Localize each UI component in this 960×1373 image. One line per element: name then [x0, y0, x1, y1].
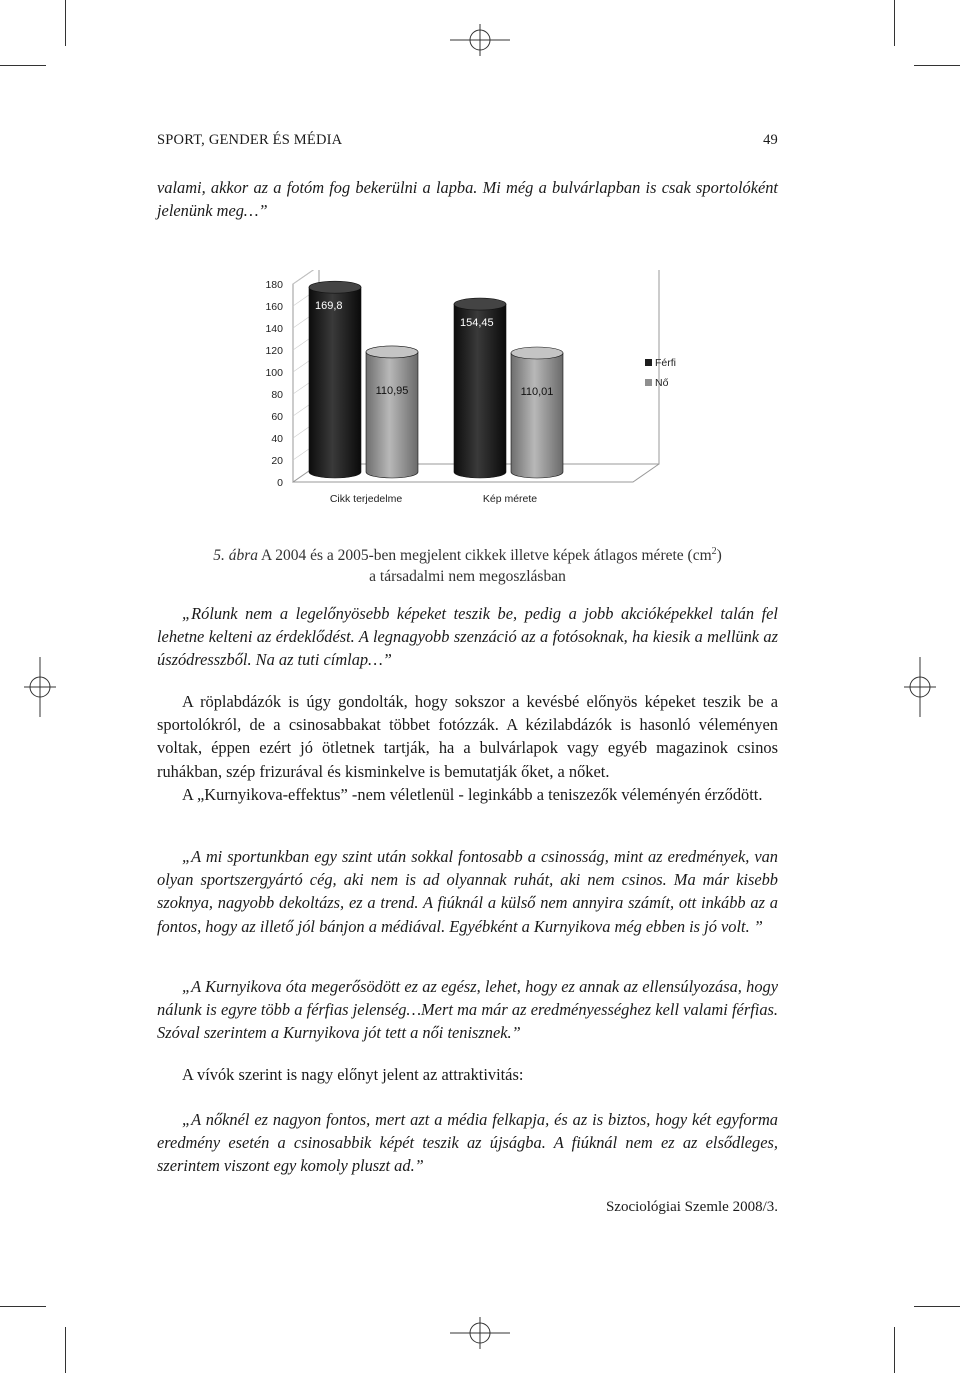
crop-mark-bottom-right-v — [894, 1327, 895, 1373]
page-number: 49 — [763, 132, 778, 148]
legend-label: Nő — [655, 377, 669, 389]
data-label: 110,01 — [520, 385, 554, 398]
journal-footer: Szociológiai Szemle 2008/3. — [605, 1199, 778, 1215]
legend-swatch — [645, 359, 652, 366]
bar-chart — [255, 270, 685, 515]
paragraph-2-text: A „Kurnyikova-effektus” -nem véletlenül - leginkább a teniszezők véleményén érződött. — [182, 784, 763, 804]
intro-quote — [157, 176, 778, 222]
y-tick-label: 180 — [265, 279, 283, 291]
bar-no — [366, 352, 418, 478]
data-label: 169,8 — [315, 300, 343, 313]
registration-mark-bottom — [450, 1313, 510, 1353]
quote-2 — [157, 845, 778, 938]
chart-bars — [309, 281, 563, 478]
bar-ferfi — [309, 287, 361, 478]
running-header — [157, 132, 778, 149]
y-tick-label: 40 — [271, 433, 283, 445]
quote-4-text: „A nőknél ez nagyon fontos, mert azt a média felkapja, és az is biztos, hogy két egyforma eredmény esetén a csinosabbik képét teszik az újságba. A fiúknál nem ez az elsődleges, szerintem viszont egy komoly pluszt ad.” — [157, 1110, 778, 1176]
figure-label: 5. ábra — [213, 547, 258, 565]
y-tick-label: 140 — [265, 323, 283, 335]
paragraph-3-text: A vívók szerint is nagy előnyt jelent az attraktivitás: — [182, 1065, 524, 1084]
x-tick-label: Cikk terjedelme — [329, 493, 403, 505]
paragraph-3 — [157, 1063, 778, 1086]
y-tick-label: 0 — [277, 477, 283, 489]
paragraph-1-text: A röplabdázók is úgy gondolták, hogy sokszor a kevésbé előnyös képeket teszik be a sportolókról, de a csinosabbakat többet fotózzák. A kézilabdázók is hasonló véleményen voltak, éppen ezért jó ötletnek tartják, ha a bulvárlapok vagy egyéb magazinok csinos ruhákban, szép frizurával és kisminkelve is bemutatják őket, a nőket. — [157, 692, 778, 781]
running-title: SPORT, GENDER ÉS MÉDIA — [157, 132, 343, 148]
quote-1-text: „Rólunk nem a legelőnyösebb képeket teszik be, pedig a jobb akcióképekkel talán fel lehetne kelteni az érdeklődést. A legnagyobb szenzáció az a fotósoknak, ha kiesik a mellünk az úszódresszből. Na az tuti címlap…” — [157, 604, 778, 670]
bar-no — [511, 353, 563, 478]
quote-3-text: „A Kurnyikova óta megerősödött ez az egész, lehet, hogy ez annak az ellensúlyozása, hogy nálunk is egyre több a férfias jelenség…Mert ma már az eredményességhez kell valami férfias. Szóval szerintem a Kurnyikova jót tett a női tenisznek.” — [157, 977, 778, 1043]
quote-4 — [157, 1108, 778, 1178]
quote-3 — [157, 975, 778, 1045]
quote-1 — [157, 602, 778, 672]
crop-mark-top-right-v — [894, 0, 895, 46]
crop-mark-bottom-left-h — [0, 1306, 46, 1307]
quote-2-text: „A mi sportunkban egy szint után sokkal fontosabb a csinosság, mint az eredmények, van olyan sportszergyártó cég, aki nem is ad olyannak ruhát, aki nem csinos. Ma már kisebb szoknya, nagyobb dekoltázs, ez a trend. A fiúknál a külső nem annyira számít, ott inkább az a fontos, hogy az illető jól bánjon a médiával. Egyébként a Kurnyikova még ebben is jó volt. ” — [157, 847, 778, 936]
figure-caption-end: ) — [716, 547, 722, 565]
data-label: 110,95 — [375, 384, 409, 397]
data-label: 154,45 — [460, 317, 494, 330]
x-tick-label: Kép mérete — [482, 493, 538, 505]
legend-label: Férfi — [655, 357, 676, 369]
crop-mark-bottom-right-h — [914, 1306, 960, 1307]
paragraph-1 — [157, 690, 778, 806]
bar-ferfi-top — [309, 281, 361, 293]
intro-quote-text: valami, akkor az a fotóm fog bekerülni a lapba. Mi még a bulvárlapban is csak sportolóként jelenünk meg…” — [157, 178, 778, 221]
y-tick-label: 20 — [271, 455, 283, 467]
figure-caption-line2: a társadalmi nem megoszlásban — [369, 568, 566, 586]
figure-caption-text: A 2004 és a 2005-ben megjelent cikkek illetve képek átlagos mérete (cm — [257, 547, 712, 565]
crop-mark-top-left-h — [0, 65, 46, 66]
registration-mark-left — [20, 657, 60, 717]
bar-ferfi — [454, 304, 506, 478]
figure-caption-sup: 2 — [711, 546, 717, 557]
crop-mark-bottom-left-v — [65, 1327, 66, 1373]
bar-ferfi-top — [454, 298, 506, 310]
legend-swatch — [645, 379, 652, 386]
y-tick-label: 80 — [271, 389, 283, 401]
y-tick-label: 120 — [265, 345, 283, 357]
y-tick-label: 160 — [265, 301, 283, 313]
bar-no-top — [511, 347, 563, 359]
crop-mark-top-right-h — [914, 65, 960, 66]
registration-mark-top — [450, 20, 510, 60]
figure-caption — [157, 541, 778, 587]
y-tick-label: 100 — [265, 367, 283, 379]
registration-mark-right — [900, 657, 940, 717]
crop-mark-top-left-v — [65, 0, 66, 46]
y-tick-label: 60 — [271, 411, 283, 423]
bar-no-top — [366, 346, 418, 358]
